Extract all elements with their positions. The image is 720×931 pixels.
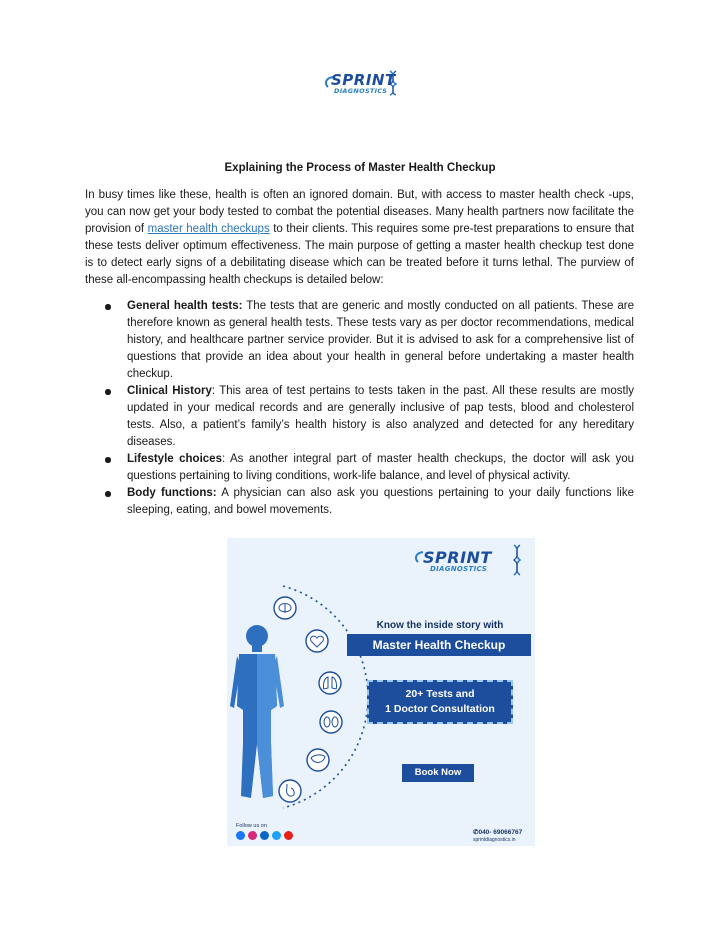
liver-icon — [307, 749, 329, 771]
consultation-line: 1 Doctor Consultation — [385, 703, 495, 715]
instagram-icon[interactable] — [248, 831, 257, 840]
linkedin-icon[interactable] — [260, 831, 269, 840]
bullet-text: : As another integral part of master health checkups, the doctor will ask you questions pertaining to living conditions, work-life balance, and level of physical activity. — [127, 453, 634, 482]
bullet-term: Body functions: — [127, 487, 217, 499]
phone-text: 040- 69066767 — [478, 829, 523, 836]
bullet-icon — [105, 389, 111, 395]
youtube-icon[interactable] — [284, 831, 293, 840]
follow-us-label: Follow us on — [236, 823, 267, 829]
bullet-icon — [105, 491, 111, 497]
phone-icon: ✆ — [473, 829, 479, 836]
lungs-icon — [319, 672, 341, 694]
banner-logo-subtitle: DIAGNOSTICS — [430, 565, 488, 573]
intro-text-1: In busy times like these, health is often an ignored domain. But, with access to master health check -ups, you can now get your body tested to combat the potential diseases. Many health partners now facilitate the provision of — [85, 189, 634, 235]
master-health-checkup-banner[interactable] — [227, 538, 535, 846]
list-item — [85, 298, 634, 383]
bullet-text: The tests that are generic and mostly conducted on all patients. These are therefore known as general health tests. These tests vary as per doctor recommendations, medical history, and healthcare partner service provider. But it is advised to ask for a comprehensive list of questions that provide an idea about your health in general before undertaking a master health checkup. — [127, 300, 634, 380]
master-health-checkups-link[interactable]: master health checkups — [147, 223, 270, 235]
sprint-diagnostics-logo[interactable] — [322, 68, 402, 100]
checkup-bullet-list — [85, 298, 634, 519]
logo-subtitle: DIAGNOSTICS — [334, 87, 388, 95]
phone-number — [473, 828, 522, 836]
bullet-text: A physician can also ask you questions pertaining to your daily functions like sleeping, eating, and bowel movements. — [127, 487, 634, 516]
intro-paragraph — [85, 187, 634, 289]
bullet-term: Clinical History — [127, 385, 212, 397]
list-item — [85, 485, 634, 519]
bullet-term: General health tests: — [127, 300, 243, 312]
intro-text-2: to their clients. This requires some pre-test preparations to ensure that these tests deliver optimum effectiveness. The main purpose of getting a master health checkup test done is to detect early signs of a debilitating disease which can be treated before it turns lethal. The purview of these all-encompassing health checkups is detailed below: — [85, 223, 635, 286]
book-now-button[interactable]: Book Now — [402, 764, 474, 782]
tests-consultation-box — [367, 680, 513, 724]
heart-icon — [306, 630, 328, 652]
bullet-term: Lifestyle choices — [127, 453, 222, 465]
list-item — [85, 451, 634, 485]
document-title: Explaining the Process of Master Health Checkup — [224, 162, 496, 174]
banner-tagline: Know the inside story with — [376, 620, 504, 631]
website-url: sprintdiagnostics.in — [473, 837, 516, 843]
dna-helix-icon — [514, 545, 520, 575]
banner-headline: Master Health Checkup — [347, 634, 531, 656]
human-body-icon — [230, 625, 284, 798]
banner-logo-wordmark: SPRINT — [423, 548, 492, 567]
twitter-icon[interactable] — [272, 831, 281, 840]
list-item — [85, 383, 634, 451]
facebook-icon[interactable] — [236, 831, 245, 840]
logo-swoosh-icon — [416, 552, 423, 562]
bullet-icon — [105, 304, 111, 310]
dna-helix-icon — [388, 70, 398, 96]
kidneys-icon — [320, 711, 342, 733]
social-links — [236, 831, 293, 840]
bullet-text: : This area of test pertains to tests taken in the past. All these results are mostly updated in your medical records and are generally inclusive of pap tests, blood and cholesterol tests. Also, a patient’s family’s health history is also analyzed and detected for any hereditary diseases. — [127, 385, 635, 448]
brain-icon — [274, 597, 296, 619]
tests-line: 20+ Tests and — [405, 688, 475, 700]
stomach-icon — [279, 780, 301, 802]
logo-wordmark: SPRINT — [331, 71, 396, 89]
bullet-icon — [105, 457, 111, 463]
